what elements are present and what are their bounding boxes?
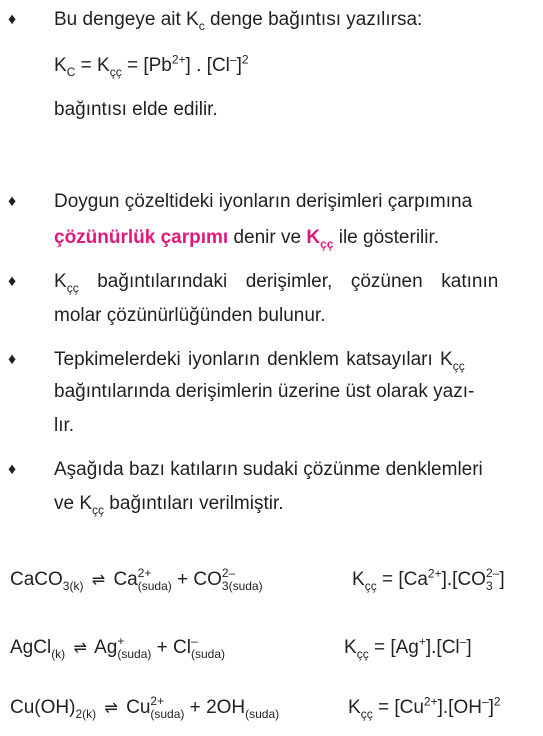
subscript: çç (356, 646, 369, 661)
subscript: çç (364, 578, 377, 593)
charge-phase: – (suda) (190, 633, 225, 661)
plus: + (171, 569, 194, 590)
equation-cuoh2 (10, 694, 279, 723)
superscript: 2 (241, 52, 249, 67)
reactant: CaCO (10, 569, 63, 590)
bullet-4-line-1: Aşağıda bazı katıların sudaki çözünme denklemleri (54, 459, 483, 480)
plus: + (184, 697, 207, 718)
text: = [Ca (376, 569, 428, 590)
equilibrium-arrow-icon: ⇌ (104, 700, 118, 717)
text: K (54, 55, 67, 76)
text: ].[Cl (425, 637, 460, 658)
subscript: çç (66, 280, 79, 295)
bullet-icon: ♦ (8, 461, 17, 478)
text: Bu dengeye ait K (54, 9, 199, 30)
charge-phase: 2– 3(suda) (221, 565, 263, 593)
text: = [Pb (121, 55, 172, 76)
subscript: (suda) (245, 706, 280, 721)
bullet-icon: ♦ (8, 351, 17, 368)
bullet-icon: ♦ (8, 193, 17, 210)
reactant: AgCl (10, 637, 52, 658)
product-2: 2OH (206, 697, 246, 718)
text: ] . [Cl (185, 55, 230, 76)
bullet-3-line-1 (54, 348, 465, 372)
superscript: + (418, 634, 426, 649)
subscript: çç (320, 236, 334, 251)
subscript: çç (92, 502, 105, 517)
text: ] (236, 55, 242, 76)
equilibrium-arrow-icon: ⇌ (91, 572, 106, 589)
text: ] (499, 569, 505, 590)
bullet-icon: ♦ (8, 273, 17, 290)
text: Tepkimelerdeki iyonların denklem katsayıları K (54, 349, 453, 370)
text: K (344, 637, 357, 658)
superscript: 2+ (423, 694, 438, 709)
superscript: 2+ (427, 566, 442, 581)
bullet-3-line-2: bağıntılarında derişimlerin üzerine üst olarak yazı- (54, 381, 475, 402)
subscript: çç (452, 358, 465, 373)
text: K (352, 569, 365, 590)
equation-caco3 (10, 566, 263, 595)
product-1: Ca (113, 569, 138, 590)
text: ].[OH (437, 697, 482, 718)
superscript: – (229, 52, 237, 67)
bullet-1-line-1: Doygun çözeltideki iyonların derişimleri çarpımına (54, 191, 473, 212)
text: = [Cu (372, 697, 424, 718)
charge-phase: 2+ (suda) (137, 565, 172, 593)
text: K (54, 271, 67, 292)
ksp-cuoh2 (348, 694, 501, 722)
text: = K (75, 55, 110, 76)
charge-index: 2– 3 (485, 565, 500, 593)
product-2: CO (193, 569, 222, 590)
charge-phase: + (suda) (117, 633, 152, 661)
intro-formula (54, 54, 249, 78)
bullet-3-line-3: lır. (54, 415, 75, 436)
bullet-2-line-2: molar çözünürlüğünden bulunur. (54, 305, 326, 326)
subscript: C (66, 64, 76, 79)
subscript: c (198, 18, 205, 33)
subscript: 3(k) (62, 578, 84, 593)
product-2: Cl (173, 637, 191, 658)
charge-phase: 2+ (suda) (150, 693, 185, 721)
intro-line-1 (54, 8, 422, 32)
text: ile gösterilir. (333, 227, 440, 248)
bullet-1-line-2 (54, 226, 439, 250)
subscript: çç (109, 64, 122, 79)
text: denge bağıntısı yazılırsa: (204, 9, 423, 30)
highlight-term: çözünürlük çarpımı (54, 227, 229, 248)
text: ve K (54, 493, 93, 514)
subscript: 2(k) (75, 706, 97, 721)
product-1: Ag (94, 637, 118, 658)
reactant: Cu(OH) (10, 697, 76, 718)
text: ] (488, 697, 494, 718)
superscript: 2 (493, 694, 501, 709)
text: ].[CO (441, 569, 486, 590)
subscript: çç (360, 706, 373, 721)
plus: + (151, 637, 174, 658)
ksp-agcl (344, 634, 472, 662)
equation-agcl (10, 634, 225, 663)
highlight-symbol: K (306, 227, 321, 248)
superscript: – (481, 694, 489, 709)
text: denir ve (228, 227, 307, 248)
ksp-caco3 (352, 566, 505, 594)
subscript: (k) (51, 646, 66, 661)
equilibrium-arrow-icon: ⇌ (73, 640, 87, 657)
text: = [Ag (368, 637, 419, 658)
product-1: Cu (126, 697, 151, 718)
superscript: 2+ (171, 52, 186, 67)
intro-line-3: bağıntısı elde edilir. (54, 99, 218, 120)
bullet-icon: ♦ (8, 11, 17, 28)
text: bağıntılarındaki derişimler, çözünen katının (78, 271, 499, 292)
text: bağıntıları verilmiştir. (104, 493, 284, 514)
superscript: – (459, 634, 467, 649)
text: K (348, 697, 361, 718)
bullet-2-line-1 (54, 270, 524, 294)
text: ] (466, 637, 472, 658)
bullet-4-line-2 (54, 492, 284, 516)
